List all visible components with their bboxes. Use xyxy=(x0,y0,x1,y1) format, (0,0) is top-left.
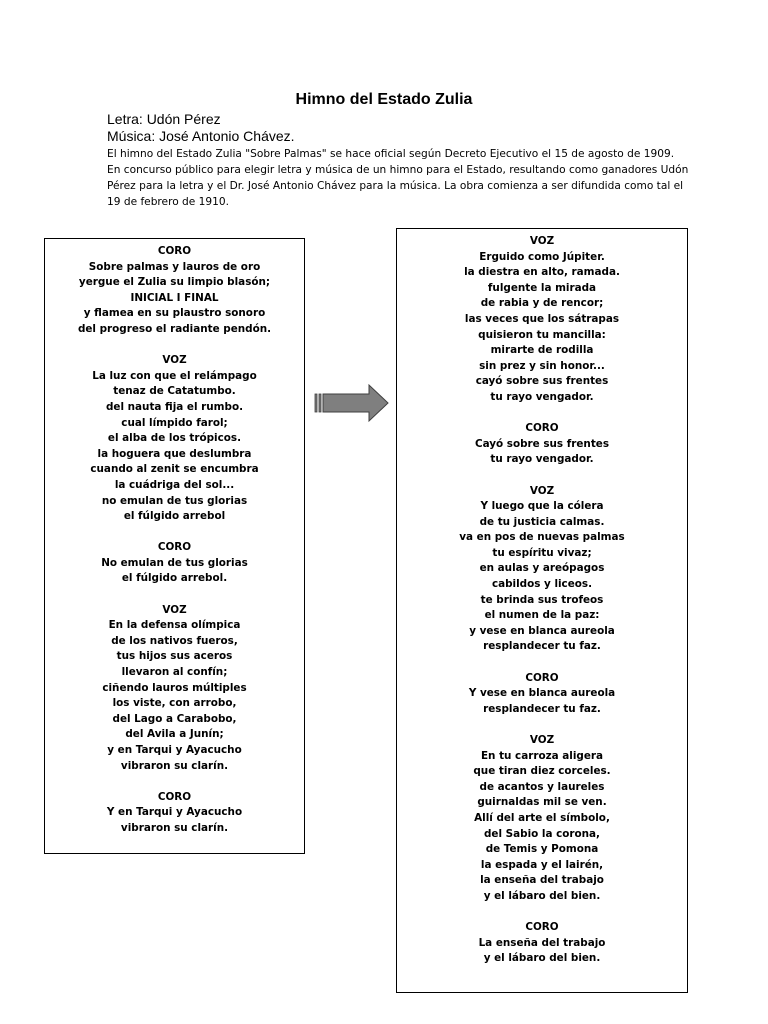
verse-line: la diestra en alto, ramada. xyxy=(464,266,620,279)
verse-line: vibraron su clarín. xyxy=(120,759,229,772)
verse-line: llevaron al confín; xyxy=(121,666,228,679)
verse-line: de rabia y de rencor; xyxy=(480,297,604,310)
lyrics-credit: Letra: Udón Pérez xyxy=(107,111,221,127)
stanza xyxy=(397,234,687,406)
verse-line: fulgente la mirada xyxy=(487,281,597,294)
verse-line: cabildos y liceos. xyxy=(491,578,593,591)
verse-line: resplandecer tu faz. xyxy=(483,640,601,653)
verse-line: No emulan de tus glorias xyxy=(101,556,248,569)
verse-line: de tu justicia calmas. xyxy=(479,515,605,528)
verse-line: vibraron su clarín. xyxy=(120,821,229,834)
verse-line: no emulan de tus glorias xyxy=(101,494,248,507)
stanza xyxy=(45,540,304,587)
verse-line: quisieron tu mancilla: xyxy=(478,328,606,341)
intro-line: El himno del Estado Zulia "Sobre Palmas" se hace oficial según Decreto Ejecutivo el 15 de agosto de 1909. xyxy=(107,148,675,160)
verse-line: del Lago a Carabobo, xyxy=(112,712,237,725)
stanza xyxy=(45,244,304,338)
verse-line: Allí del arte el símbolo, xyxy=(474,811,610,824)
intro-line: Pérez para la letra y el Dr. José Antonio Chávez para la música. La obra comienza a ser difundida como tal el xyxy=(107,180,684,192)
verse-line: del progreso el radiante pendón. xyxy=(77,322,272,335)
verse-line: y vese en blanca aureola xyxy=(469,624,615,637)
verse-line: Y vese en blanca aureola xyxy=(468,687,616,700)
verse-line: tus hijos sus aceros xyxy=(116,650,233,663)
verse-line: del nauta fija el rumbo. xyxy=(105,400,244,413)
verse-line: sin prez y sin honor... xyxy=(479,359,605,372)
verse-line: guirnaldas mil se ven. xyxy=(477,796,607,809)
verse-line: resplandecer tu faz. xyxy=(483,702,601,715)
stanza-heading: VOZ xyxy=(529,734,555,746)
verse-line: la cuádriga del sol... xyxy=(114,478,235,491)
stanza-heading: CORO xyxy=(525,422,559,435)
verse-line: En la defensa olímpica xyxy=(108,619,241,632)
verse-line: Y en Tarqui y Ayacucho xyxy=(106,806,243,819)
verse-line: del Sabio la corona, xyxy=(483,827,601,840)
verse-line: ciñendo lauros múltiples xyxy=(102,681,247,694)
intro-line: En concurso público para elegir letra y música de un himno para el Estado, resultando como ganadores Udón xyxy=(107,164,689,176)
stanza-heading: VOZ xyxy=(162,354,187,367)
right-arrow-icon xyxy=(314,383,390,423)
stanza xyxy=(397,920,687,967)
verse-line: tu rayo vengador. xyxy=(490,453,594,466)
verse-line: el alba de los trópicos. xyxy=(107,432,242,445)
right-lyrics-box xyxy=(396,228,688,993)
verse-line: la espada y el lairén, xyxy=(480,858,604,871)
verse-line: que tiran diez corceles. xyxy=(473,765,611,778)
verse-line: yergue el Zulia su limpio blasón; xyxy=(78,276,271,289)
verse-line: la hoguera que deslumbra xyxy=(97,447,252,460)
verse-line: los viste, con arrobo, xyxy=(112,697,237,710)
stanza-heading: VOZ xyxy=(529,235,555,247)
verse-line: tu rayo vengador. xyxy=(490,390,594,403)
verse-line: Y luego que la cólera xyxy=(480,500,604,513)
left-lyrics-box xyxy=(44,238,305,854)
stanza-heading: CORO xyxy=(157,245,192,257)
verse-line: y el lábaro del bien. xyxy=(483,952,601,965)
verse-line: cayó sobre sus frentes xyxy=(475,375,609,388)
stanza-heading: CORO xyxy=(157,790,192,803)
verse-line: y el lábaro del bien. xyxy=(483,889,601,902)
stanza xyxy=(45,790,304,837)
verse-line: tu espíritu vivaz; xyxy=(492,546,592,559)
stanza xyxy=(45,353,304,525)
intro-paragraph xyxy=(107,146,689,210)
intro-line: 19 de febrero de 1910. xyxy=(107,196,229,208)
verse-line: y en Tarqui y Ayacucho xyxy=(107,744,242,756)
verse-line: En tu carroza aligera xyxy=(480,749,604,762)
verse-line: va en pos de nuevas palmas xyxy=(459,531,625,544)
verse-line: de los nativos fueros, xyxy=(111,634,238,647)
stanza-heading: CORO xyxy=(157,541,192,554)
stanza-heading: VOZ xyxy=(529,484,555,497)
stanza-heading: CORO xyxy=(525,671,559,684)
verse-line: de Temis y Pomona xyxy=(485,843,599,856)
verse-line: mirarte de rodilla xyxy=(490,344,594,357)
verse-line: Cayó sobre sus frentes xyxy=(474,437,610,450)
page-title: Himno del Estado Zulia xyxy=(295,91,473,108)
verse-line: tenaz de Catatumbo. xyxy=(113,385,236,398)
verse-line: de acantos y laureles xyxy=(479,780,605,793)
stanza-heading: VOZ xyxy=(162,603,187,616)
verse-line: Erguido como Júpiter. xyxy=(479,250,605,263)
stanza xyxy=(45,603,304,775)
verse-line: las veces que los sátrapas xyxy=(464,312,620,325)
verse-line: el fúlgido arrebol. xyxy=(121,572,228,585)
verse-line: cuando al zenit se encumbra xyxy=(90,463,259,476)
verse-line: el fúlgido arrebol xyxy=(123,510,226,523)
verse-line: el numen de la paz: xyxy=(484,609,600,622)
verse-line: La enseña del trabajo xyxy=(478,936,606,949)
music-credit: Música: José Antonio Chávez. xyxy=(107,128,295,144)
stanza xyxy=(397,484,687,656)
verse-line: del Avila a Junín; xyxy=(125,728,224,741)
verse-line: Sobre palmas y lauros de oro xyxy=(88,260,261,273)
stanza-heading: CORO xyxy=(525,921,559,934)
verse-line: cual límpido farol; xyxy=(121,416,228,429)
verse-line: te brinda sus trofeos xyxy=(480,593,604,606)
stanza xyxy=(397,733,687,905)
stanza xyxy=(397,421,687,468)
verse-line: INICIAL I FINAL xyxy=(130,291,219,304)
verse-line: la enseña del trabajo xyxy=(480,874,604,887)
stanza xyxy=(397,671,687,718)
verse-line: y flamea en su plaustro sonoro xyxy=(83,307,266,320)
verse-line: en aulas y areópagos xyxy=(479,562,605,575)
verse-line: La luz con que el relámpago xyxy=(92,369,257,382)
